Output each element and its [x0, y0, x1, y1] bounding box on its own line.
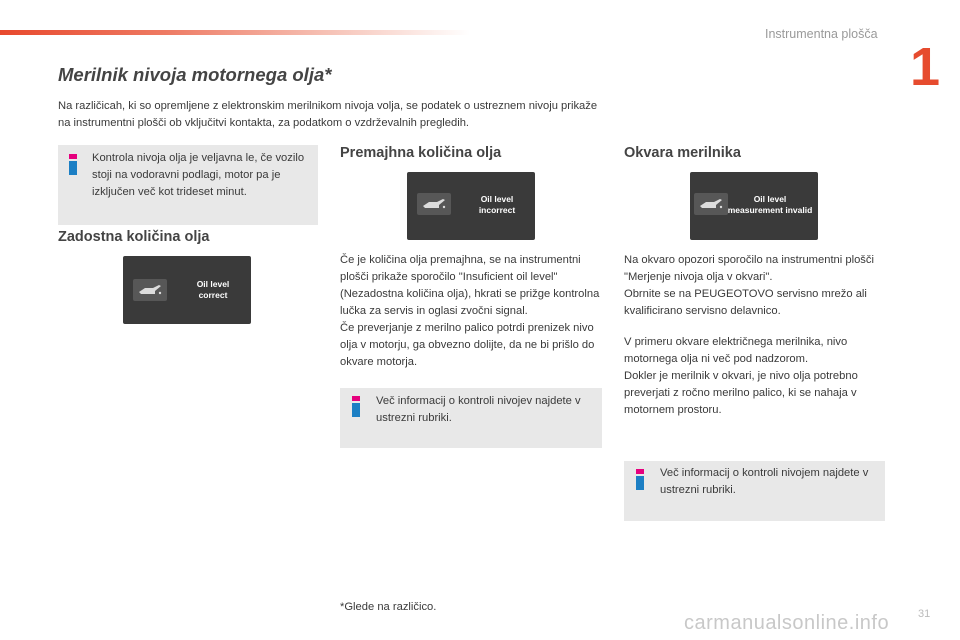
oil-can-icon — [133, 279, 167, 301]
section-title-fault: Okvara merilnika — [624, 145, 741, 161]
incorrect-body: Če je količina olja premajhna, se na instrumentni plošči prikaže sporočilo "Insuficient oil level" (Nezadostna količina olja), hkrati se prižge kontrolna lučka za servis in oglasi zvočni signal. Če preverjanje z merilno palico potrdi prenizek nivo olja v motorju, ga obvezno dolijte, da ne bi prišlo do okvare motorja. — [340, 254, 600, 368]
panel-message: Oil level measurement invalid — [727, 194, 813, 215]
info-box-level-check — [58, 145, 318, 225]
info-box-fault — [624, 461, 885, 521]
watermark: carmanualsonline.info — [684, 612, 890, 634]
info-box-text: Več informacij o kontroli nivojem najdete v ustrezni rubriki. — [660, 467, 869, 496]
oil-can-icon — [694, 193, 728, 215]
chapter-number: 1 — [910, 37, 941, 97]
dashboard-panel-correct — [123, 256, 251, 324]
info-box-incorrect — [340, 388, 602, 448]
panel-message: Oil level incorrect — [478, 194, 516, 215]
header-accent-bar — [0, 30, 470, 35]
page-title: Merilnik nivoja motornega olja* — [58, 64, 332, 85]
section-title-incorrect: Premajhna količina olja — [340, 145, 502, 161]
section-title-correct: Zadostna količina olja — [58, 229, 210, 245]
info-box-text: Kontrola nivoja olja je veljavna le, če vozilo stoji na vodoravni podlagi, motor pa je izključen več kot trideset minut. — [92, 152, 305, 198]
chapter-title: Instrumentna plošča — [765, 27, 878, 41]
footnote: *Glede na različico. — [340, 601, 437, 613]
fault-body-1: Na okvaro opozori sporočilo na instrumentni plošči "Merjenje nivoja olja v okvari". Obrnite se na PEUGEOTOVO servisno mrežo ali kvalificirano servisno delavnico. — [624, 254, 874, 317]
info-box-text: Več informacij o kontroli nivojev najdete v ustrezni rubriki. — [376, 395, 581, 424]
oil-can-icon — [417, 193, 451, 215]
info-icon — [352, 396, 360, 417]
fault-body-2: V primeru okvare električnega merilnika, nivo motornega olja ni več pod nadzorom. Dokler je merilnik v okvari, je nivo olja potrebno preverjati z ročno merilno palico, ki se nahaja v motornem prostoru. — [624, 336, 858, 416]
panel-message: Oil level correct — [196, 279, 230, 300]
dashboard-panel-fault — [690, 172, 818, 240]
info-icon — [69, 154, 77, 175]
page-number: 31 — [918, 608, 931, 620]
info-icon — [636, 469, 644, 490]
dashboard-panel-incorrect — [407, 172, 535, 240]
intro-paragraph: Na različicah, ki so opremljene z elektronskim merilnikom nivoja volja, se podatek o ustreznem nivoju prikaže na instrumentni plošči ob vključitvi kontakta, za podatkom o vzdrževalnih pregledih. — [58, 100, 598, 129]
